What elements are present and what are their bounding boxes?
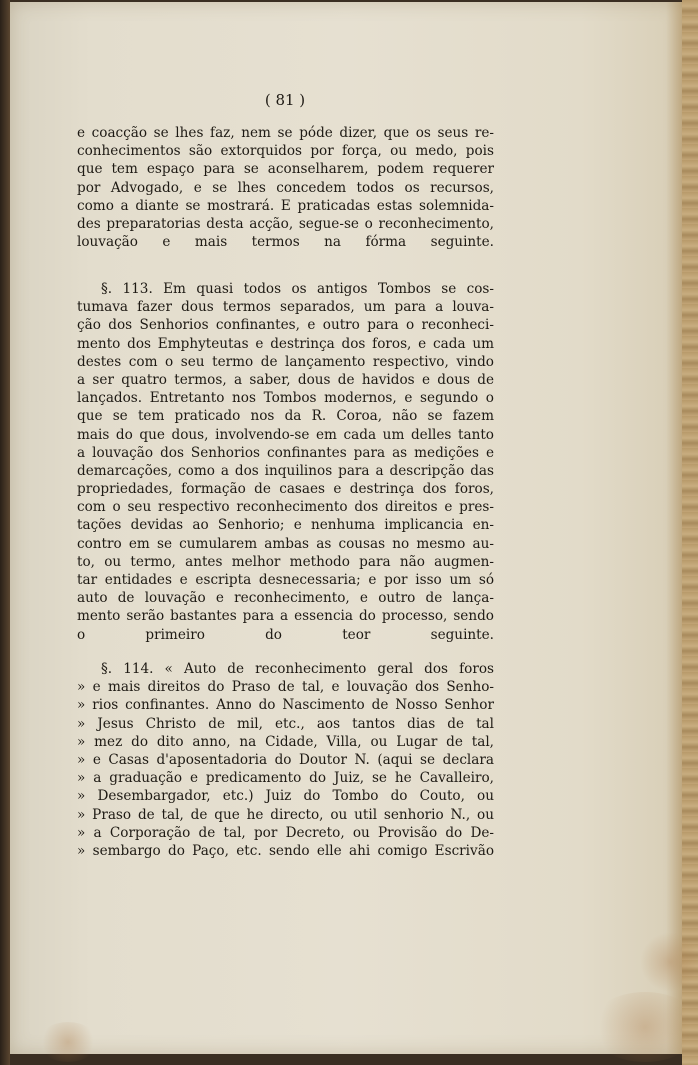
text-line: com o seu respectivo reconhecimento dos direitos e pres- (77, 499, 494, 516)
text-line: e coacção se lhes faz, nem se póde dizer, que os seus re- (77, 125, 494, 141)
book-binding-edge (0, 0, 10, 1065)
text-line: lançados. Entretanto nos Tombos modernos, e segundo o (77, 390, 494, 407)
foxing-stain (590, 992, 698, 1062)
text-line: §. 114. « Auto de reconhecimento geral dos foros (101, 661, 494, 677)
foxing-stain (38, 1022, 98, 1062)
paragraph-3 (77, 660, 494, 860)
text-line: » rios confinantes. Anno do Nascimento de Nosso Senhor (77, 697, 494, 714)
text-line: a ser quatro termos, a saber, dous de havidos e dous de (77, 371, 494, 388)
text-line: des preparatorias desta acção, segue-se o reconhecimento, (77, 215, 494, 232)
text-line: louvação e mais termos na fórma seguinte. (77, 234, 494, 251)
text-line: » e mais direitos do Praso de tal, e louvação dos Senho- (77, 679, 494, 696)
text-line: » Praso de tal, de que he directo, ou util senhorio N., ou (77, 806, 494, 823)
text-line: destes com o seu termo de lançamento respectivo, vindo (77, 353, 494, 370)
text-line: a louvação dos Senhorios confinantes para as medições e (77, 444, 494, 461)
page-shadow (666, 2, 682, 1054)
text-line: contro em se cumularem ambas as cousas no mesmo au- (77, 535, 494, 552)
text-line: » a Corporação de tal, por Decreto, ou Provisão do De- (77, 824, 494, 841)
text-line: por Advogado, e se lhes concedem todos os recursos, (77, 179, 494, 196)
text-line: como a diante se mostrará. E praticadas estas solemnida- (77, 197, 494, 214)
text-line: ção dos Senhorios confinantes, e outro para o reconheci- (77, 317, 494, 334)
text-line: tumava fazer dous termos separados, um para a louva- (77, 299, 494, 316)
paragraph-2 (77, 280, 494, 644)
text-line: propriedades, formação de casaes e destrinça dos foros, (77, 481, 494, 498)
text-line: tar entidades e escripta desnecessaria; e por isso um só (77, 572, 494, 588)
text-line: » e Casas d'aposentadoria do Doutor N. (aqui se declara (77, 751, 494, 768)
text-line: auto de louvação e reconhecimento, e outro de lança- (77, 590, 494, 607)
text-line: tações devidas ao Senhorio; e nenhuma implicancia en- (77, 517, 494, 534)
text-line: §. 113. Em quasi todos os antigos Tombos se cos- (101, 281, 494, 297)
text-line: mais do que dous, involvendo-se em cada um delles tanto (77, 426, 494, 443)
text-line: to, ou termo, antes melhor methodo para não augmen- (77, 553, 494, 570)
text-line: mento dos Emphyteutas e destrinça dos foros, e cada um (77, 335, 494, 352)
text-line: mento serão bastantes para a essencia do processo, sendo (77, 608, 494, 625)
text-line: » mez do dito anno, na Cidade, Villa, ou Lugar de tal, (77, 733, 494, 750)
text-line: conhecimentos são extorquidos por força, ou medo, pois (77, 143, 494, 160)
text-line: » Desembargador, etc.) Juiz do Tombo do Couto, ou (77, 788, 494, 805)
text-line: » Jesus Christo de mil, etc., aos tantos dias de tal (77, 715, 494, 732)
text-line: » a graduação e predicamento do Juiz, se he Cavalleiro, (77, 770, 494, 787)
text-line: que tem espaço para se aconselharem, podem requerer (77, 161, 494, 178)
text-line: o primeiro do teor seguinte. (77, 626, 494, 643)
page-number: ( 81 ) (264, 91, 306, 109)
foxing-stain (640, 932, 698, 992)
page-stack-edge (682, 0, 698, 1065)
text-line: demarcações, como a dos inquilinos para a descripção das (77, 462, 494, 479)
text-line: » sembargo do Paço, etc. sendo elle ahi comigo Escrivão (77, 842, 494, 859)
paragraph-1 (77, 124, 494, 251)
text-line: que se tem praticado nos da R. Coroa, não se fazem (77, 408, 494, 425)
